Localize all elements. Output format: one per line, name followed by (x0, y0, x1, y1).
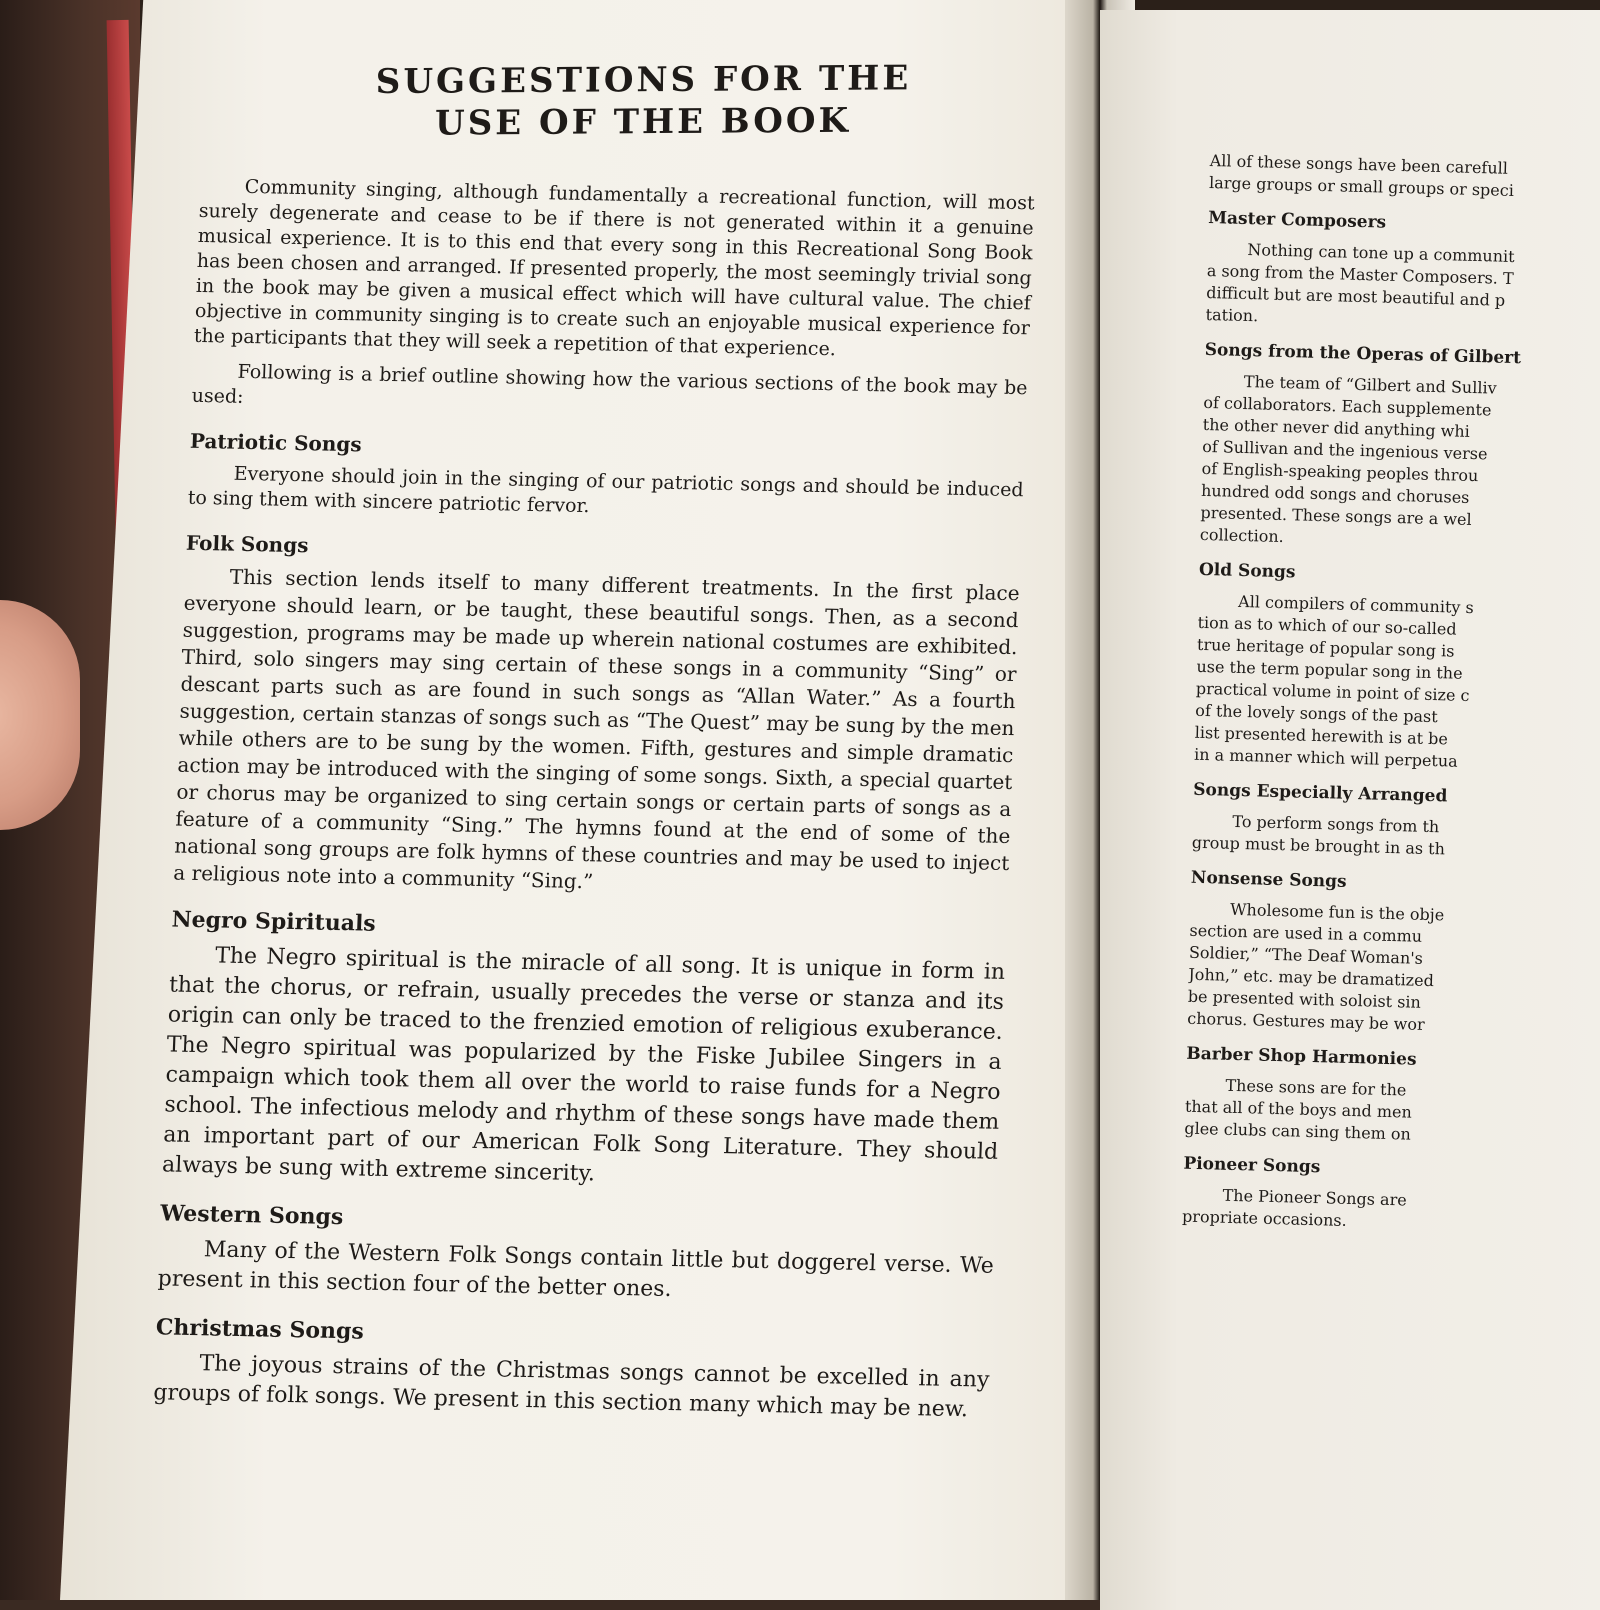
right-section-line: tation. (1205, 304, 1259, 326)
right-section-line: collection. (1199, 524, 1284, 547)
right-section-line: the other never did anything whi (1202, 414, 1471, 441)
title-line-2: USE OF THE BOOK (434, 100, 852, 144)
right-section-line: tion as to which of our so-called (1197, 612, 1457, 639)
right-section-body (1187, 898, 1570, 1040)
right-section-line: that all of the boys and men (1184, 1096, 1413, 1122)
section-text-folk: This section lends itself to many different treatments. In the first place everyone should learn, or be taught, these beautiful songs. Then, as a second suggestion, programs may be made up wherein national costumes are exhibited. Third, solo singers may sing certain of these songs in a community “Sing” or descant parts such as are found in such songs as “Allan Water.” As a fourth suggestion, certain stanzas of songs such as “The Quest” may be sung by the men while others are to be sung by the women. Fifth, gestures and simple dramatic action may be introduced with the singing of some songs. Sixth, a special quartet or chorus may be organized to sing certain songs or certain parts of songs as a feature of a community “Sing.” The hymns found at the end of some of the national song groups are folk hymns of these countries and may be used to inject a religious note into a community “Sing.” (172, 564, 1021, 894)
right-intro-line: large groups or small groups or speci (1208, 172, 1515, 200)
right-section-heading: Old Songs (1198, 559, 1296, 583)
right-section-line: To perform songs from th (1232, 811, 1440, 837)
title-line-1: SUGGESTIONS FOR THE (375, 58, 912, 103)
section-heading-christmas: Christmas Songs (155, 1314, 365, 1345)
left-page-text (153, 50, 1040, 1426)
right-section-body (1200, 370, 1584, 556)
section-text-patriotic: Everyone should join in the singing of our patriotic songs and should be induced to sing them with sincere patriotic fervor. (187, 462, 1024, 518)
right-section-line: of English-speaking peoples throu (1201, 458, 1479, 486)
right-section-line: presented. These songs are a wel (1200, 502, 1472, 529)
right-section-line: These sons are for the (1225, 1075, 1407, 1100)
right-section-heading: Nonsense Songs (1190, 867, 1347, 892)
right-section-heading: Songs from the Operas of Gilbert (1204, 339, 1522, 369)
right-section-line: The Pioneer Songs are (1222, 1185, 1407, 1210)
right-section-line: true heritage of popular song is (1196, 634, 1455, 661)
right-section-line: be presented with soloist sin (1187, 986, 1422, 1012)
right-section-body (1192, 810, 1573, 864)
right-section-line: glee clubs can sing them on (1184, 1118, 1412, 1144)
right-section-line: John,” etc. may be dramatized (1188, 964, 1435, 991)
right-section-line: Nothing can tone up a communit (1247, 240, 1515, 267)
right-section-heading: Pioneer Songs (1183, 1153, 1321, 1178)
right-section-line: chorus. Gestures may be wor (1187, 1008, 1425, 1034)
right-intro-line: All of these songs have been carefull (1209, 150, 1509, 178)
right-section-line: group must be brought in as th (1191, 832, 1446, 859)
section-heading-patriotic: Patriotic Songs (189, 428, 363, 457)
right-section-body (1194, 590, 1578, 776)
section-heading-western: Western Songs (159, 1200, 344, 1231)
right-section-heading: Master Composers (1207, 207, 1387, 233)
right-section-line: a song from the Master Composers. T (1206, 260, 1514, 288)
page-title (363, 57, 924, 145)
section-heading-folk: Folk Songs (185, 530, 309, 558)
right-section-line: hundred odd songs and choruses (1200, 480, 1470, 507)
right-section-heading: Barber Shop Harmonies (1186, 1043, 1417, 1070)
right-intro (1209, 150, 1590, 204)
right-section-line: of collaborators. Each supplemente (1203, 392, 1492, 420)
right-section-line: use the term popular song in the (1196, 656, 1463, 683)
section-heading-spirituals: Negro Spirituals (171, 906, 377, 937)
right-section-line: list presented herewith is at be (1194, 722, 1449, 749)
right-section-line: in a manner which will perpetua (1193, 744, 1458, 771)
outline-paragraph: Following is a brief outline showing how the various sections of the book may be used: (191, 360, 1028, 408)
section-text-spirituals: The Negro spiritual is the miracle of all song. It is unique in form in that the chorus, or refrain, usually precedes the verse or stanza and its origin can only be traced to the frenzied emotion of religious exuberance. The Negro spiritual was popularized by the Fiske Jubilee Singers in a campaign which took them all over the world to raise funds for a Negro school. The infectious melody and rhythm of these songs have made them an important part of our American Folk Song Literature. They should always be sung with extreme sincerity. (161, 943, 1006, 1187)
right-section-body (1184, 1074, 1566, 1150)
section-text-christmas: The joyous strains of the Christmas songs cannot be excelled in any groups of folk songs. We present in this section many which may be new. (152, 1351, 990, 1423)
right-section-heading: Songs Especially Arranged (1192, 779, 1448, 807)
right-section-line: All compilers of community s (1237, 591, 1474, 618)
right-section-line: difficult but are most beautiful and p (1206, 282, 1506, 310)
section-text-western: Many of the Western Folk Songs contain little but doggerel verse. We present in this section four of the better ones. (157, 1237, 995, 1303)
right-section-body (1205, 238, 1587, 336)
right-page-text (1182, 150, 1590, 1238)
right-section-line: Wholesome fun is the obje (1229, 899, 1445, 925)
right-section-line: section are used in a commu (1189, 920, 1423, 946)
right-section-line: Soldier,” “The Deaf Woman's (1188, 942, 1424, 968)
intro-paragraph: Community singing, although fundamentally a recreational function, will most surely degenerate and cease to be if there is not generated within it a genuine musical experience. It is to this end that every song in this Recreational Song Book has been chosen and arranged. If presented properly, the most seemingly trivial song in the book may be given a musical effect which will have cultural value. The chief objective in community singing is to create such an enjoyable musical experience for the participants that they will seek a repetition of that experience. (193, 175, 1036, 361)
right-section-line: of the lovely songs of the past (1195, 700, 1438, 727)
right-section-line: of Sullivan and the ingenious verse (1201, 436, 1488, 464)
right-section-line: The team of “Gilbert and Sulliv (1243, 371, 1497, 398)
right-section-line: practical volume in point of size c (1195, 678, 1470, 705)
right-section-line: propriate occasions. (1181, 1206, 1347, 1230)
